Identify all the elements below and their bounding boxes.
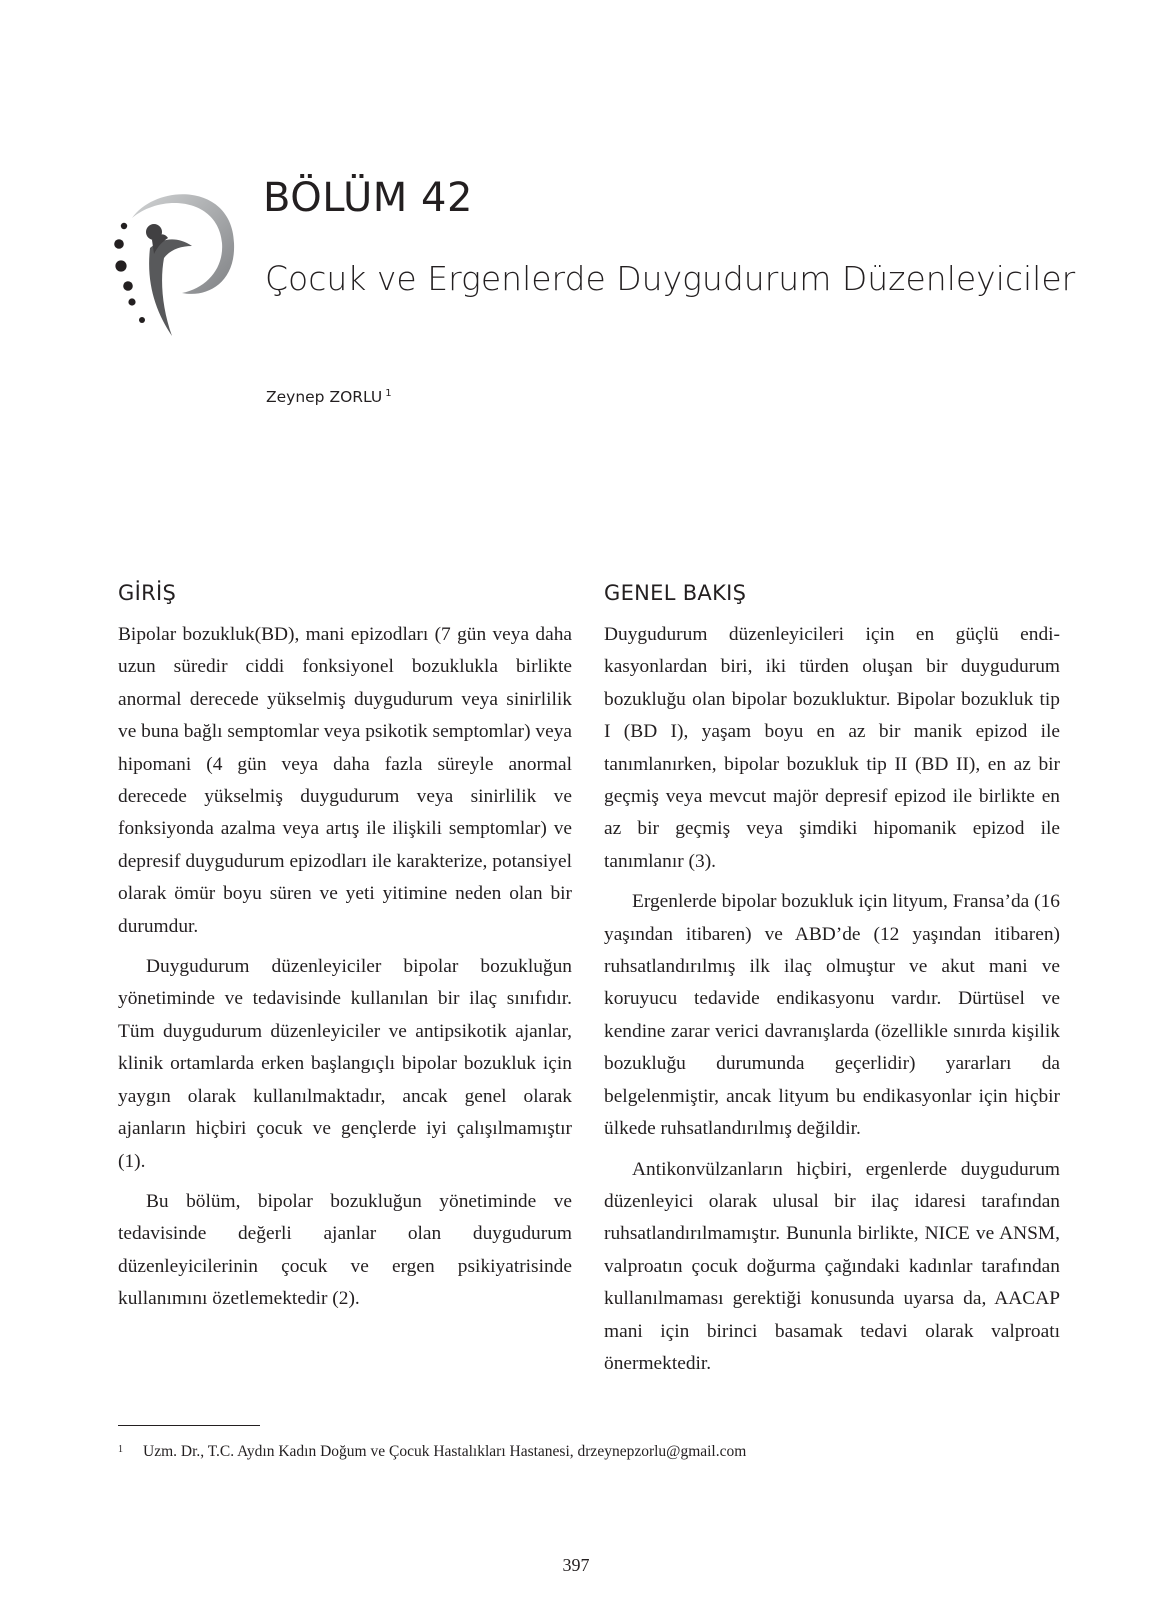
author-name: Zeynep ZORLU: [266, 388, 383, 406]
paragraph: Bu bölüm, bipolar bozukluğun yönetiminde ve tedavisinde değerli ajanlar olan duygudurum düzenleyicilerinin çocuk ve ergen psikiyatrisinde kullanımını özetlemektedir (2).: [118, 1190, 572, 1310]
paragraph: Antikonvülzanların hiçbiri, ergenlerde duygudurum düzenleyici olarak ulusal bir ilaç idaresi tarafından ruhsatlandırılmamıştır. Bununla birlikte, NICE ve ANSM, valproatın çocuk doğurma çağındaki kadınlar tarafından kullanılmaması gerektiği konusunda uyarsa da, AACAP mani için birinci basamak tedavi olarak valproatı önermektedir.: [604, 1158, 1060, 1374]
section-heading-genel-bakis: GENEL BAKIŞ: [604, 581, 747, 605]
paragraph: Duygudurum düzenleyicileri için en güçlü endikasyonlardan biri, iki türden oluşan bir duygudurum bozukluğu olan bipolar bozukluktur. Bipolar bozukluk tip I (BD I), yaşam boyu en az bir manik epizod ile tanımlanırken, bipolar bozukluk tip II (BD II), en az bir geçmiş veya mevcut majör depresif epizod ile birlikte en az bir geçmiş veya şimdiki hipomanik epizod ile tanımlanır (3).: [604, 624, 1060, 872]
right-column: [604, 583, 1060, 1388]
chapter-number: BÖLÜM 42: [263, 175, 473, 221]
section-heading-giris: GİRİŞ: [118, 581, 177, 605]
footnote-text: Uzm. Dr., T.C. Aydın Kadın Doğum ve Çocuk Hastalıkları Hastanesi, drzeynepzorlu@gmail.com: [143, 1443, 747, 1460]
footnote-number: 1: [118, 1444, 123, 1455]
chapter-title: Çocuk ve Ergenlerde Duygudurum Düzenleyiciler: [265, 259, 1076, 298]
left-column: [118, 583, 572, 1324]
footnote: [118, 1440, 1068, 1462]
paragraph: Bipolar bozukluk(BD), mani epizodları (7 gün veya daha uzun süredir ciddi fonksiyonel bozuklukla birlikte anormal derecede yükselmiş duygudurum veya sinirlilik ve buna bağlı semptomlar veya psikotik semptomlar) veya hipomani (4 gün veya daha fazla süreyle anormal derecede yükselmiş duygudurum veya sinirlilik ve fonksiyonda azalma veya artış ile ilişkili semptomlar) ve depresif duygudurum epizodları ile karakterize, potansiyel olarak ömür boyu süren ve yeti yitimine neden olan bir durumdur.: [118, 624, 572, 937]
publisher-logo-figure-icon: [112, 188, 252, 348]
page-number: 397: [562, 1555, 590, 1575]
author-line: [266, 388, 392, 406]
paragraph: Ergenlerde bipolar bozukluk için lityum, Fransa’da (16 yaşından itibaren) ve ABD’de (12 yaşından itibaren) ruhsatlandırılmış ilk ilaç olmuştur ve akut mani ve koruyucu tedavide endikasyonu vardır. Dürtüsel ve kendine zarar verici davranışlarda (özellikle sınırda kişilik bozukluğu durumunda geçerlidir) yararları da belgelenmiştir, ancak lityum bu endikasyonlar için hiçbir ülkede ruhsatlandırılmış değildir.: [604, 891, 1060, 1140]
footnote-divider: [118, 1425, 260, 1426]
paragraph: Duygudurum düzenleyiciler bipolar bozukluğun yönetiminde ve tedavisinde kullanılan bir ilaç sınıfıdır. Tüm duygudurum düzenleyiciler ve antipsikotik ajanlar, klinik ortamlarda erken başlangıçlı bipolar bozukluk için yaygın olarak kullanılmaktadır, ancak genel olarak ajanların hiçbiri çocuk ve gençlerde iyi çalışılmamıştır (1).: [118, 956, 572, 1172]
author-footnote-mark: 1: [385, 388, 392, 399]
